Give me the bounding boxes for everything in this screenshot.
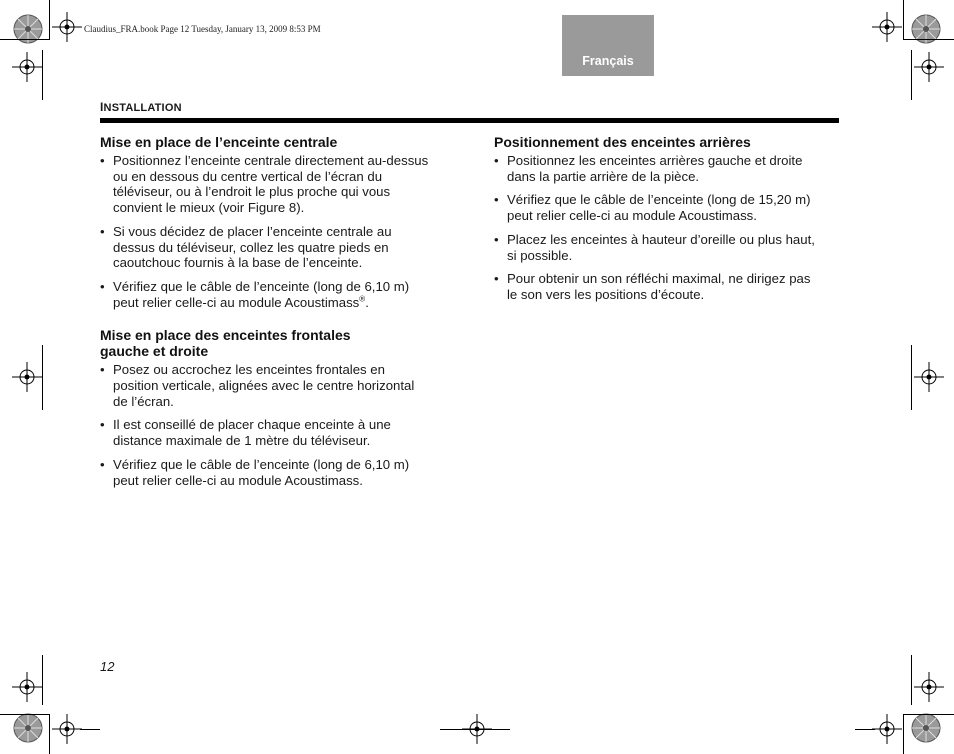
line: de l’écran. [113, 393, 174, 409]
line: Posez ou accrochez les enceintes frontales en [113, 362, 385, 378]
section-label-initial: I [100, 100, 104, 114]
heading-rear-speakers: Positionnement des enceintes arrières [494, 134, 751, 150]
bullet-marker: • [494, 271, 499, 287]
line: Positionnez les enceintes arrières gauche et droite [507, 153, 803, 168]
bullet-marker: • [100, 223, 105, 239]
section-label-rest: NSTALLATION [103, 102, 182, 114]
line: téléviseur, ou à l’endroit le plus proche qui vous [113, 184, 391, 200]
heading-line: gauche et droite [100, 343, 209, 360]
line: dessus du téléviseur, collez les quatre pieds en [113, 239, 389, 255]
line: Vérifiez que le câble de l’enceinte (long de 15,20 m) [507, 192, 811, 208]
page-number: 12 [100, 659, 115, 674]
bullet-marker: • [494, 231, 499, 247]
line: distance maximale de 1 mètre du téléviseur. [113, 433, 371, 449]
line-end: . [365, 294, 369, 310]
line: le son vers les positions d’écoute. [507, 286, 705, 302]
line: peut relier celle-ci au module Acoustimass. [507, 208, 757, 224]
line: Vérifiez que le câble de l’enceinte (long de 6,10 m) [113, 278, 410, 294]
bullet-marker: • [100, 417, 105, 433]
line: caoutchouc fournis à la base de l’enceinte. [113, 255, 363, 271]
bullet-marker: • [494, 192, 499, 208]
line: position verticale, alignées avec le centre horizontal [113, 378, 415, 394]
line: Positionnez l’enceinte centrale directement au-dessus [113, 153, 429, 168]
heading-line: Mise en place des enceintes frontales [100, 327, 351, 344]
line: peut relier celle-ci au module Acoustimass [113, 294, 360, 310]
bullet-marker: • [494, 153, 499, 168]
bullet-marker: • [100, 362, 105, 378]
registered-mark: ® [359, 294, 366, 304]
heading-centre-speaker: Mise en place de l’enceinte centrale [100, 134, 338, 150]
line: Placez les enceintes à hauteur d’oreille ou plus haut, [507, 231, 815, 247]
line: dans la partie arrière de la pièce. [507, 168, 700, 184]
language-tab-label: Français [582, 54, 634, 68]
line: si possible. [507, 247, 573, 263]
line: convient le mieux (voir Figure 8). [113, 200, 305, 216]
line: Si vous décidez de placer l’enceinte centrale au [113, 223, 392, 239]
bullet-marker: • [100, 278, 105, 294]
line: ou en dessous du centre vertical de l’écran du [113, 168, 383, 184]
line: Pour obtenir un son réfléchi maximal, ne dirigez pas [507, 271, 811, 287]
bullet-marker: • [100, 456, 105, 472]
line: Vérifiez que le câble de l’enceinte (long de 6,10 m) [113, 456, 410, 472]
bullet-marker: • [100, 153, 105, 168]
line: Il est conseillé de placer chaque enceinte à une [113, 417, 391, 433]
line: peut relier celle-ci au module Acoustimass. [113, 472, 363, 488]
print-header: Claudius_FRA.book Page 12 Tuesday, January 13, 2009 8:53 PM [84, 24, 321, 34]
